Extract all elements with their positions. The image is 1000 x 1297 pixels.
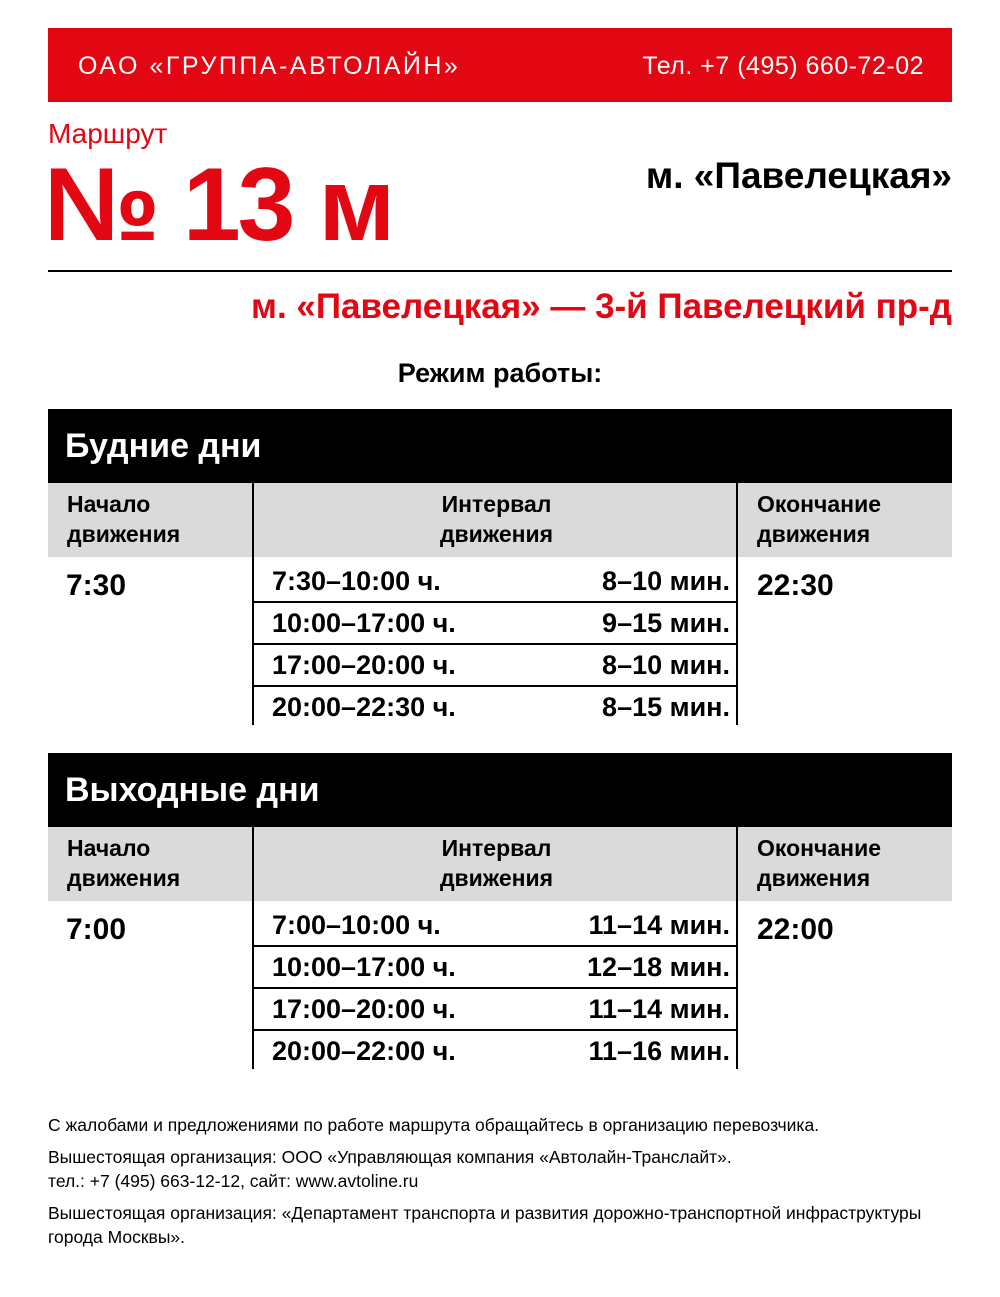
interval-frequency: 8–15 мин. bbox=[602, 692, 730, 722]
weekends-section bbox=[48, 753, 952, 1069]
start-column-header: Начало движения bbox=[67, 491, 181, 547]
weekends-title: Выходные дни bbox=[48, 753, 952, 827]
interval-row bbox=[254, 645, 736, 687]
department-note: Вышестоящая организация: «Департамент транспорта и развития дорожно-транспортной инфраструктуры города Москвы». bbox=[48, 1203, 922, 1247]
interval-frequency: 8–10 мин. bbox=[602, 650, 730, 680]
route-number: № 13 м bbox=[44, 147, 393, 263]
interval-frequency: 9–15 мин. bbox=[602, 608, 730, 638]
interval-frequency: 11–14 мин. bbox=[588, 910, 730, 940]
interval-period: 17:00–20:00 ч. bbox=[272, 994, 456, 1024]
station-name: м. «Павелецкая» bbox=[645, 155, 952, 196]
interval-frequency: 11–14 мин. bbox=[588, 994, 730, 1024]
interval-period: 7:30–10:00 ч. bbox=[272, 566, 441, 596]
interval-row bbox=[254, 687, 736, 729]
route-path: м. «Павелецкая» — 3-й Павелецкий пр-д bbox=[251, 287, 952, 326]
company-header-bar bbox=[48, 28, 952, 102]
route-label: Маршрут bbox=[48, 118, 168, 149]
interval-frequency: 8–10 мин. bbox=[602, 566, 730, 596]
start-column-header: Начало движения bbox=[67, 835, 181, 891]
interval-row bbox=[254, 1031, 736, 1073]
parent-org-contacts: тел.: +7 (495) 663-12-12, сайт: www.avtoline.ru bbox=[48, 1171, 419, 1191]
interval-column-header: Интервал движения bbox=[439, 835, 554, 891]
schedule-title: Режим работы: bbox=[397, 358, 603, 388]
interval-row bbox=[254, 947, 736, 989]
parent-organization bbox=[48, 1145, 968, 1193]
interval-row bbox=[254, 989, 736, 1031]
interval-frequency: 11–16 мин. bbox=[588, 1036, 730, 1066]
interval-period: 17:00–20:00 ч. bbox=[272, 650, 456, 680]
footer-notes bbox=[48, 1113, 968, 1257]
interval-period: 20:00–22:00 ч. bbox=[272, 1036, 456, 1066]
interval-period: 7:00–10:00 ч. bbox=[272, 910, 441, 940]
parent-org-name: Вышестоящая организация: ООО «Управляющая компания «Автолайн-Транслайт». bbox=[48, 1147, 732, 1167]
column-headers bbox=[48, 483, 952, 557]
column-headers bbox=[48, 827, 952, 901]
start-time: 7:30 bbox=[66, 569, 127, 602]
end-column-header: Окончание движения bbox=[757, 491, 882, 547]
interval-period: 20:00–22:30 ч. bbox=[272, 692, 456, 722]
complaints-note: С жалобами и предложениями по работе маршрута обращайтесь в организацию перевозчика. bbox=[48, 1115, 820, 1135]
divider bbox=[48, 270, 952, 272]
schedule-body bbox=[48, 901, 952, 1069]
company-phone: Тел. +7 (495) 660-72-02 bbox=[642, 52, 924, 80]
company-name: ОАО «ГРУППА-АВТОЛАЙН» bbox=[78, 52, 461, 80]
weekdays-section bbox=[48, 409, 952, 725]
interval-row bbox=[254, 561, 736, 603]
interval-frequency: 12–18 мин. bbox=[587, 952, 730, 982]
end-time: 22:00 bbox=[757, 913, 834, 946]
interval-period: 10:00–17:00 ч. bbox=[272, 952, 456, 982]
interval-row bbox=[254, 905, 736, 947]
interval-period: 10:00–17:00 ч. bbox=[272, 608, 456, 638]
end-time: 22:30 bbox=[757, 569, 834, 602]
interval-column-header: Интервал движения bbox=[439, 491, 554, 547]
weekdays-title: Будние дни bbox=[48, 409, 952, 483]
interval-row bbox=[254, 603, 736, 645]
start-time: 7:00 bbox=[66, 913, 127, 946]
end-column-header: Окончание движения bbox=[757, 835, 882, 891]
schedule-body bbox=[48, 557, 952, 725]
